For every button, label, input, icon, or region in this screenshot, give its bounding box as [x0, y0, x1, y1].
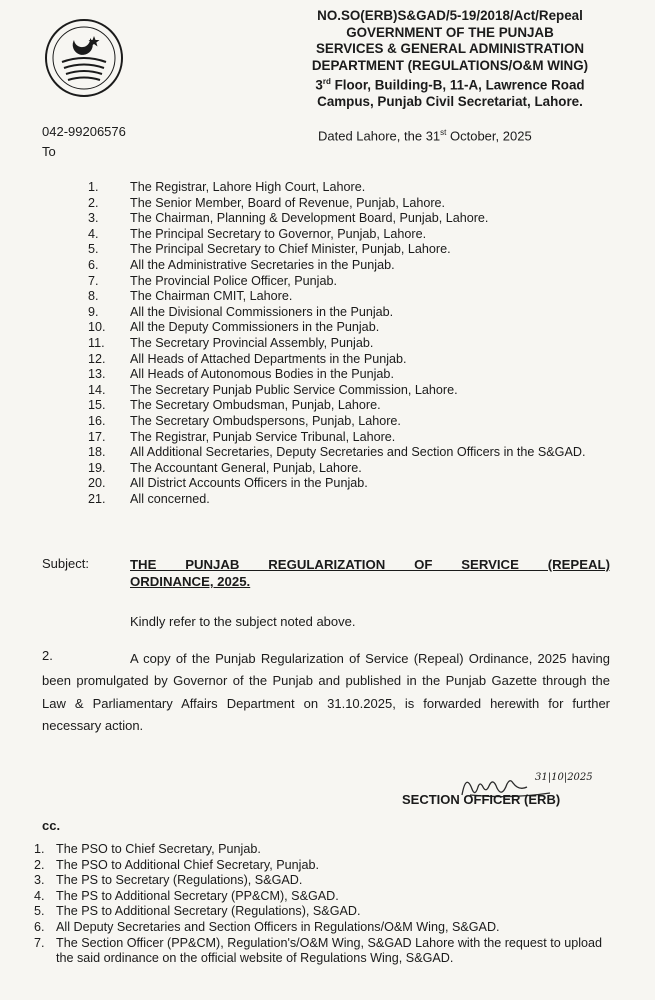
addressee-item	[88, 430, 628, 446]
addressee-item-text: The Accountant General, Punjab, Lahore.	[130, 460, 362, 475]
addressee-item	[88, 320, 628, 336]
addressee-item-text: The Secretary Ombudsman, Punjab, Lahore.	[130, 398, 381, 413]
government-of-punjab-emblem	[44, 18, 124, 98]
to-label: To	[42, 144, 56, 159]
addressee-item-number: 10.	[88, 320, 106, 335]
addressee-item-number: 16.	[88, 413, 106, 428]
cc-item	[34, 920, 614, 936]
addressee-item	[88, 196, 628, 212]
cc-item	[34, 842, 614, 858]
phone-number: 042-99206576	[42, 124, 126, 139]
cc-item-number: 4.	[34, 888, 45, 903]
addressee-item-number: 18.	[88, 445, 106, 460]
addressee-item-text: The Principal Secretary to Governor, Punjab, Lahore.	[130, 226, 427, 241]
cc-item-text: The PS to Additional Secretary (PP&CM), S&GAD.	[56, 888, 339, 903]
addressee-item-text: The Secretary Ombudspersons, Punjab, Lahore.	[130, 413, 401, 428]
cc-item-number: 6.	[34, 919, 45, 934]
addressee-item-number: 7.	[88, 273, 99, 288]
cc-item-number: 3.	[34, 873, 45, 888]
addressee-item-text: The Provincial Police Officer, Punjab.	[130, 273, 337, 288]
section-officer-title: SECTION OFFICER (ERB)	[402, 792, 561, 807]
cc-list	[34, 842, 614, 967]
cc-item-number: 5.	[34, 904, 45, 919]
addressee-item-text: All the Divisional Commissioners in the Punjab.	[130, 304, 394, 319]
cc-item	[34, 889, 614, 905]
cc-item-number: 2.	[34, 857, 45, 872]
addressee-item-text: The Senior Member, Board of Revenue, Punjab, Lahore.	[130, 195, 446, 210]
addressee-item-text: All Additional Secretaries, Deputy Secretaries and Section Officers in the S&GAD.	[130, 445, 586, 460]
addressee-item-number: 21.	[88, 491, 106, 506]
addressee-item	[88, 383, 628, 399]
signature-date: 31|10|2025	[535, 772, 593, 783]
addressee-item-number: 9.	[88, 304, 99, 319]
addressee-item	[88, 492, 628, 508]
subject-text: THE PUNJAB REGULARIZATION OF SERVICE (REPEAL) ORDINANCE, 2025.	[130, 557, 610, 589]
addressee-item	[88, 336, 628, 352]
cc-item	[34, 873, 614, 889]
cc-item-text: The PS to Additional Secretary (Regulations), S&GAD.	[56, 904, 361, 919]
letterhead-line-1: GOVERNMENT OF THE PUNJAB	[346, 24, 554, 40]
addressee-item-number: 4.	[88, 226, 99, 241]
paragraph-number: 2.	[42, 648, 53, 663]
letterhead-line-3: DEPARTMENT (REGULATIONS/O&M WING)	[311, 57, 589, 73]
addressee-item	[88, 398, 628, 414]
reference-number: NO.SO(ERB)S&GAD/5-19/2018/Act/Repeal	[317, 8, 583, 23]
addressee-item-number: 20.	[88, 476, 106, 491]
addressee-item-number: 13.	[88, 367, 106, 382]
letterhead-line-5: Campus, Punjab Civil Secretariat, Lahore.	[317, 94, 583, 110]
addressee-item-text: The Secretary Punjab Public Service Commission, Lahore.	[130, 382, 458, 397]
addressee-item	[88, 352, 628, 368]
addressee-item-text: All the Deputy Commissioners in the Punjab.	[130, 320, 380, 335]
body-paragraph: A copy of the Punjab Regularization of Service (Repeal) Ordinance, 2025 having been promulgated by Governor of the Punjab and published in the Punjab Gazette through the Law & Parliamentary Affairs Department on 31.10.2025, is forwarded herewith for further necessary action.	[42, 651, 610, 734]
reference-line: Kindly refer to the subject noted above.	[130, 614, 356, 629]
addressee-item-number: 6.	[88, 257, 99, 272]
cc-item-text: The PSO to Additional Chief Secretary, Punjab.	[56, 857, 319, 872]
letterhead	[250, 8, 650, 111]
addressee-item	[88, 445, 628, 461]
cc-item-text: All Deputy Secretaries and Section Officers in Regulations/O&M Wing, S&GAD.	[56, 919, 500, 934]
addressee-item	[88, 461, 628, 477]
letterhead-line-2: SERVICES & GENERAL ADMINISTRATION	[315, 41, 585, 57]
addressee-item	[88, 258, 628, 274]
addressee-item-number: 1.	[88, 180, 99, 194]
addressee-item-text: All concerned.	[130, 491, 210, 506]
cc-item-text: The PSO to Chief Secretary, Punjab.	[56, 842, 261, 856]
addressee-item-number: 5.	[88, 242, 99, 257]
cc-item-number: 7.	[34, 935, 45, 950]
addressee-item-text: The Principal Secretary to Chief Minister, Punjab, Lahore.	[130, 242, 451, 257]
addressee-item-number: 3.	[88, 211, 99, 226]
addressee-item-text: The Secretary Provincial Assembly, Punjab.	[130, 335, 374, 350]
addressee-item	[88, 242, 628, 258]
addressee-item	[88, 367, 628, 383]
addressee-item-text: The Chairman CMIT, Lahore.	[130, 289, 293, 304]
addressee-item	[88, 476, 628, 492]
addressee-item	[88, 211, 628, 227]
subject-label: Subject:	[42, 556, 89, 571]
cc-item-text: The Section Officer (PP&CM), Regulation's/O&M Wing, S&GAD Lahore with the request to upload the said ordinance on the official website of Regulations Wing, S&GAD.	[56, 935, 603, 966]
addressee-list	[88, 180, 628, 507]
cc-item	[34, 904, 614, 920]
addressee-item	[88, 414, 628, 430]
cc-item	[34, 936, 614, 967]
addressee-item-number: 11.	[88, 335, 105, 350]
addressee-item-text: All the Administrative Secretaries in the Punjab.	[130, 257, 395, 272]
addressee-item	[88, 180, 628, 196]
addressee-item-number: 19.	[88, 460, 106, 475]
cc-item-number: 1.	[34, 842, 45, 856]
addressee-item-text: The Chairman, Planning & Development Board, Punjab, Lahore.	[130, 211, 489, 226]
cc-item-text: The PS to Secretary (Regulations), S&GAD.	[56, 873, 303, 888]
addressee-item-text: The Registrar, Punjab Service Tribunal, Lahore.	[130, 429, 396, 444]
addressee-item	[88, 227, 628, 243]
addressee-item-number: 8.	[88, 289, 99, 304]
addressee-item	[88, 274, 628, 290]
addressee-item	[88, 305, 628, 321]
letterhead-line-4: 3rd Floor, Building-B, 11-A, Lawrence Road	[315, 77, 585, 93]
addressee-item-number: 2.	[88, 195, 99, 210]
addressee-item-text: The Registrar, Lahore High Court, Lahore.	[130, 180, 366, 194]
addressee-item-number: 12.	[88, 351, 106, 366]
addressee-item	[88, 289, 628, 305]
addressee-item-text: All District Accounts Officers in the Punjab.	[130, 476, 368, 491]
addressee-item-text: All Heads of Autonomous Bodies in the Punjab.	[130, 367, 394, 382]
addressee-item-number: 15.	[88, 398, 106, 413]
dated-line: Dated Lahore, the 31st October, 2025	[318, 128, 532, 144]
addressee-item-number: 14.	[88, 382, 106, 397]
addressee-item-text: All Heads of Attached Departments in the Punjab.	[130, 351, 407, 366]
cc-label: cc.	[42, 818, 61, 833]
addressee-item-number: 17.	[88, 429, 106, 444]
cc-item	[34, 858, 614, 874]
